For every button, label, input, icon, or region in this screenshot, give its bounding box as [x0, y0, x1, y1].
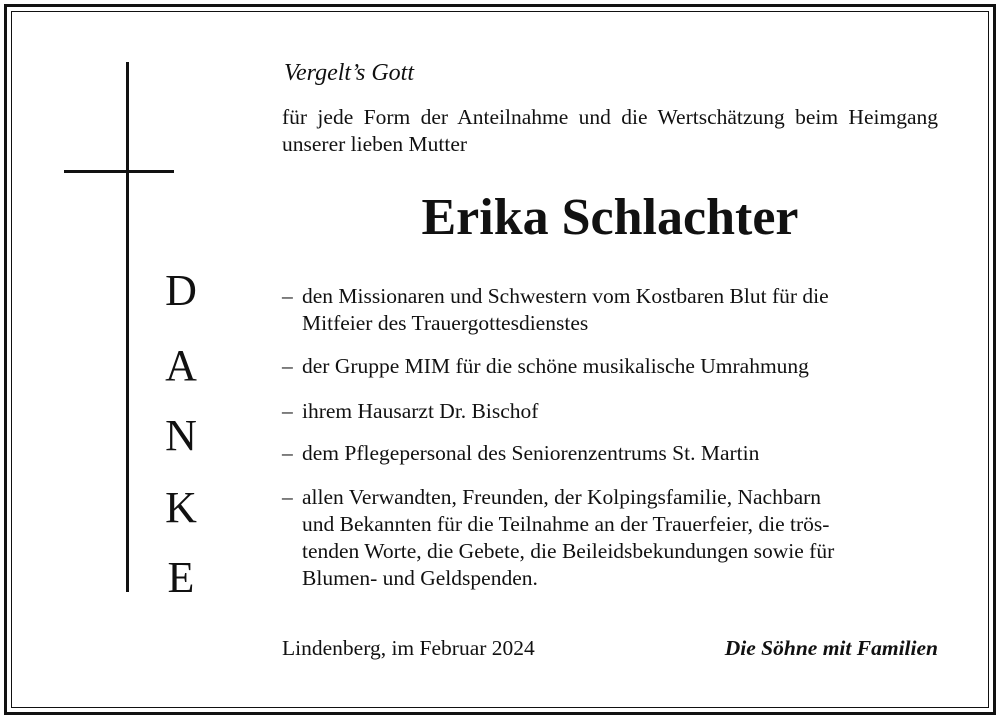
item-line: Mitfeier des Trauergottesdienstes — [302, 311, 589, 335]
item-line: tenden Worte, die Gebete, die Beileidsbekundungen sowie für — [302, 539, 835, 563]
deceased-name: Erika Schlachter — [421, 189, 799, 246]
danke-letter-e: E — [167, 553, 195, 602]
intro-text: für jede Form der Anteilnahme und die Wertschätzung beim Heimgang unserer lieben Mutter — [282, 105, 938, 156]
item-line: der Gruppe MIM für die schöne musikalische Umrahmung — [302, 354, 809, 378]
item-line: Blumen- und Geldspenden. — [302, 566, 538, 590]
danke-letter-k: K — [165, 483, 197, 532]
danke-letter-d: D — [165, 266, 197, 315]
item-line: dem Pflegepersonal des Seniorenzentrums St. Martin — [302, 441, 760, 465]
dash-marker: – — [282, 354, 293, 378]
signature: Die Söhne mit Familien — [724, 636, 938, 660]
heading: Vergelt’s Gott — [284, 60, 414, 86]
danke-letter-n: N — [165, 411, 197, 460]
cross-vertical-bar — [126, 62, 129, 592]
dash-marker: – — [282, 441, 293, 465]
list-item — [282, 398, 938, 425]
item-line: den Missionaren und Schwestern vom Kostbaren Blut für die — [302, 284, 829, 308]
list-item — [282, 353, 938, 380]
item-line: und Bekannten für die Teilnahme an der Trauerfeier, die trös- — [302, 512, 830, 536]
list-item — [282, 440, 938, 467]
list-item — [282, 283, 938, 337]
item-line: ihrem Hausarzt Dr. Bischof — [302, 399, 539, 423]
place-date: Lindenberg, im Februar 2024 — [282, 636, 535, 660]
dash-marker: – — [282, 485, 293, 509]
dash-marker: – — [282, 399, 293, 423]
item-line: allen Verwandten, Freunden, der Kolpingsfamilie, Nachbarn — [302, 485, 822, 509]
cross-horizontal-bar — [64, 170, 174, 173]
dash-marker: – — [282, 284, 293, 308]
danke-letter-a: A — [165, 341, 197, 390]
list-item — [282, 484, 938, 592]
